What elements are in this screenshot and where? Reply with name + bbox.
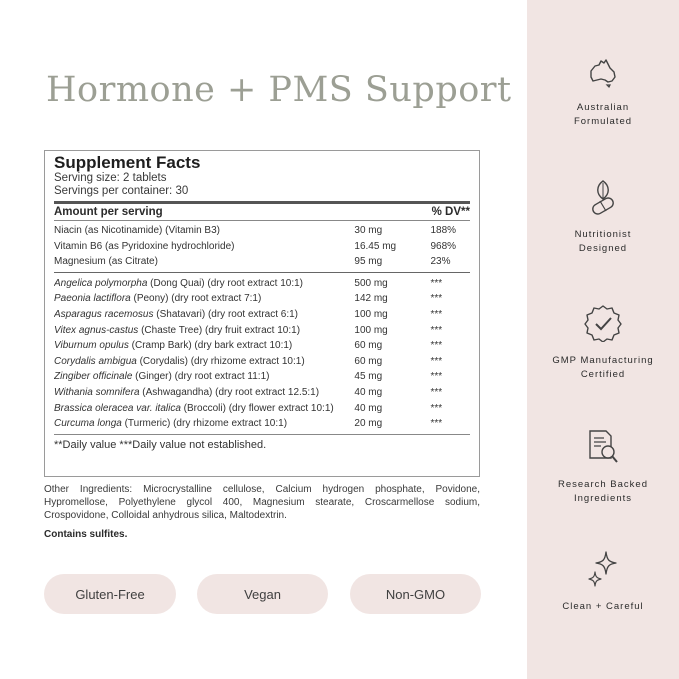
feature-label-line2: Formulated [573, 116, 633, 127]
ingredient-name: Asparagus racemosus (Shatavari) (dry root extract 6:1) [54, 308, 298, 320]
ingredient-amount: 40 mg [354, 402, 383, 414]
feature-gmp [527, 304, 679, 382]
ingredient-amount: 100 mg [354, 324, 388, 336]
divider [54, 434, 470, 435]
vitamin-rows [54, 223, 470, 270]
ingredient-name: Vitex agnus-castus (Chaste Tree) (dry fruit extract 10:1) [54, 324, 301, 336]
facts-column-header [54, 204, 470, 220]
feature-label-line1: Clean + Careful [562, 601, 644, 612]
facts-row [54, 354, 470, 370]
ingredient-dv: *** [430, 277, 443, 289]
contains-sulfites: Contains sulfites. [44, 529, 128, 540]
ingredient-amount: 60 mg [354, 340, 383, 352]
ingredient-dv: 188% [430, 225, 457, 236]
serving-size: Serving size: 2 tablets [54, 172, 167, 184]
page-title: Hormone + PMS Support [46, 70, 512, 110]
badge-non-gmo: Non-GMO [350, 574, 481, 614]
facts-row [54, 401, 470, 417]
facts-row [54, 291, 470, 307]
checkmark-badge-icon [584, 304, 622, 342]
ingredient-name: Niacin (as Nicotinamide) (Vitamin B3) [54, 225, 220, 236]
ingredient-amount: 500 mg [354, 277, 388, 289]
ingredient-name: Paeonia lactiflora (Peony) (dry root extract 7:1) [54, 293, 262, 305]
ingredient-name: Corydalis ambigua (Corydalis) (dry rhizome extract 10:1) [54, 355, 305, 367]
ingredient-amount: 100 mg [354, 308, 388, 320]
sparkle-icon [586, 550, 620, 588]
badge-vegan: Vegan [197, 574, 328, 614]
ingredient-dv: 23% [430, 256, 451, 268]
ingredient-name: Brassica oleracea var. italica (Broccoli) (dry flower extract 10:1) [54, 402, 334, 414]
supplement-facts-panel [44, 150, 480, 477]
dv-header: % DV** [431, 206, 470, 218]
facts-row [54, 369, 470, 385]
ingredient-dv: *** [430, 355, 443, 367]
facts-row [54, 385, 470, 401]
ingredient-amount: 142 mg [354, 293, 388, 305]
ingredient-amount: 95 mg [354, 256, 383, 268]
supplement-facts-heading: Supplement Facts [54, 153, 201, 172]
ingredient-amount: 45 mg [354, 371, 383, 383]
servings-per-container: Servings per container: 30 [54, 185, 189, 197]
ingredient-amount: 16.45 mg [354, 240, 397, 252]
ingredient-amount: 20 mg [354, 418, 383, 430]
ingredient-name: Withania somnifera (Ashwagandha) (dry root extract 12.5:1) [54, 386, 320, 398]
feature-australian [527, 55, 679, 129]
research-document-icon [586, 428, 620, 466]
ingredient-dv: *** [430, 324, 443, 336]
ingredient-dv: *** [430, 371, 443, 383]
feature-research [527, 428, 679, 506]
other-ingredients: Other Ingredients: Microcrystalline cellulose, Calcium hydrogen phosphate, Povidone, Hypromellose, Polyethylene glycol 400, Magnesium stearate, Croscarmellose sodium, Crospovidone, Colloidal anhydrous silica, Maltodextrin. [44, 484, 480, 521]
ingredient-dv: *** [430, 308, 443, 320]
feature-sidebar [527, 0, 679, 679]
ingredient-name: Vitamin B6 (as Pyridoxine hydrochloride) [54, 240, 235, 252]
ingredient-name: Viburnum opulus (Cramp Bark) (dry bark extract 10:1) [54, 340, 293, 352]
ingredient-name: Magnesium (as Citrate) [54, 256, 158, 268]
ingredient-amount: 60 mg [354, 355, 383, 367]
australia-map-icon [586, 55, 620, 89]
feature-clean [527, 550, 679, 614]
feature-label-line2: Ingredients [573, 493, 632, 504]
dv-footnote: **Daily value ***Daily value not established. [54, 438, 267, 451]
ingredient-amount: 30 mg [354, 225, 383, 236]
ingredient-name: Zingiber officinale (Ginger) (dry root extract 11:1) [54, 371, 270, 383]
divider [54, 220, 470, 221]
facts-row [54, 307, 470, 323]
facts-row [54, 276, 470, 292]
facts-row [54, 254, 470, 270]
ingredient-dv: *** [430, 293, 443, 305]
ingredient-amount: 40 mg [354, 386, 383, 398]
ingredient-name: Angelica polymorpha (Dong Quai) (dry root extract 10:1) [54, 277, 304, 289]
facts-row [54, 338, 470, 354]
ingredient-dv: *** [430, 402, 443, 414]
ingredient-dv: *** [430, 340, 443, 352]
feature-label-line2: Designed [578, 243, 628, 254]
herb-rows [54, 276, 470, 432]
feature-label-line1: Research Backed [558, 479, 648, 490]
facts-row [54, 223, 470, 239]
feature-label-line1: Nutritionist [574, 229, 632, 240]
badge-gluten-free: Gluten-Free [44, 574, 176, 614]
feature-nutritionist [527, 178, 679, 256]
facts-row [54, 323, 470, 339]
amount-header: Amount per serving [54, 206, 163, 218]
ingredient-dv: *** [430, 418, 443, 430]
feature-label-line2: Certified [580, 369, 626, 380]
facts-row [54, 239, 470, 255]
feature-label-line1: GMP Manufacturing [552, 355, 654, 366]
ingredient-name: Curcuma longa (Turmeric) (dry rhizome extract 10:1) [54, 418, 288, 430]
divider [54, 272, 470, 273]
facts-row [54, 416, 470, 432]
leaf-capsule-icon [586, 178, 620, 216]
ingredient-dv: 968% [430, 240, 457, 252]
ingredient-dv: *** [430, 386, 443, 398]
feature-label-line1: Australian [576, 102, 630, 113]
